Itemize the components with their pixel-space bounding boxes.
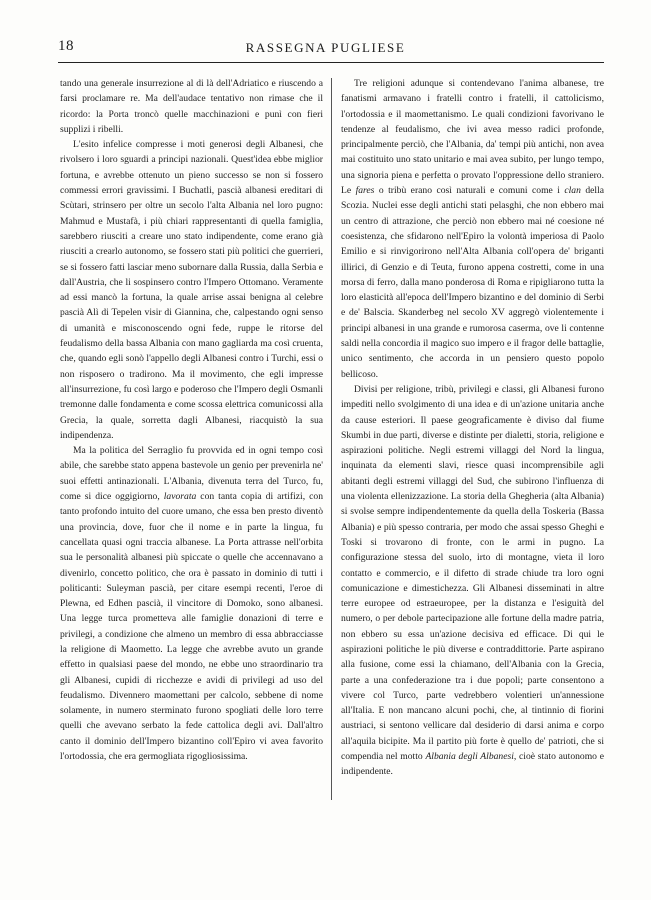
text-run: della Scozia. Nuclei esse degli antichi stati pelasghi, che non ebbero mai un centro di attrazione, che perciò non ebbero mai né coesione né coesistenza, che sfidarono nell'Epiro la volontà imperiosa di Paolo Emilio e si rinvigorirono nell'Alta Albania coll'opera de' briganti illirici, di Genzio e di Teuta, furono appena costretti, come in una morsa di ferro, dalla mano ponderosa di Roma e ripigliarono tutta la loro elasticità all'epoca dell'Impero bizantino e del dominio di Serbi e de' Balscia. Skanderbeg nel secolo XV aggregò violentemente i principi albanesi in una grande e rumorosa caserma, ove li contenne saldi nella concordia il magico suo impero e il fragor delle battaglie, unico sentimento, che accorda in un pensiero questo popolo bellicoso. [341,185,604,380]
page-number: 18 [58,38,74,54]
italic-term: lavorata [163,491,197,503]
paragraph: tando una generale insurrezione al di là dell'Adriatico e riuscendo a farsi proclamare re. Ma dell'audace tentativo non rimase che il ricordo: la Porta troncò quelle macchinazioni e punì con fieri supplizi i ribelli. [60,78,323,135]
italic-term: fares [355,185,375,197]
running-title: RASSEGNA PUGLIESE [245,40,406,55]
text-run: , cioè stato autonomo e indipendente. [341,751,604,778]
paragraph [341,382,604,780]
italic-motto: Albania degli Albanesi [425,751,514,763]
text-run: o tribù erano così naturali e comuni come i [374,185,565,197]
text-run: Tre religioni adunque si contendevano l'anima albanese, tre fanatismi armavano i fratelli contro i fratelli, il cattolicismo, l'ortodossia e il maomettanismo. Le quali condizioni favorivano le tendenze al feudalismo, che ivi avea messo radici profonde, principalmente perciò, che l'Albania, da' tempi più antichi, non avea mai costituito uno stato unitario e mai avea subito, per lungo tempo, una signoria piena e perfetta o provato l'oppressione dello straniero. Le [341,78,604,197]
left-column [60,76,323,764]
header-rule [58,62,604,63]
column-divider [331,78,332,800]
right-column [341,76,604,780]
italic-term: clan [564,185,581,197]
text-run: con tanta copia di artifizi, con tanto profondo intuito del cuore umano, che essa ben presto diventò una provincia, dove, fuor che il nome e in parte la lingua, fu cancellata quasi ogni traccia albanese. La Porta attrasse nell'orbita sua le personalità albanesi più spiccate o quelle che accennavano a divenirlo, concetto politico, che ora è passato in dominio di tutti i politicanti: Suleyman pascià, per citare esempi recenti, l'eroe di Plewna, ed Edhen pascià, il vincitore di Domoko, sono albanesi. Una legge turca prometteva alle famiglie donazioni di terre e privilegi, a condizione che almeno un membro di essa abbracciasse la religione di Maometto. La legge che avrebbe avuto un grande effetto in qualsiasi paese del mondo, ne ebbe uno straordinario tra gli Albanesi, cupidi di ricchezze e avidi di privilegi ad uso del feudalismo. Divennero maomettani per calcolo, sebbene di nome solamente, in numero sterminato furono spogliati delle loro terre quelli che avevano serbato la fede cattolica degli avi. Dall'altro canto il dominio dell'Impero bizantino coll'Epiro vi avea favorito l'ortodossia, che era germogliata rigogliosissima. [60,491,323,763]
paragraph: L'esito infelice compresse i moti generosi degli Albanesi, che rivolsero i loro sguardi a principi nazionali. Quest'idea ebbe miglior fortuna, e avrebbe ottenuto un pieno successo se non si fossero commessi errori gravissimi. I Buchatli, pascià albanesi ereditari di Scùtari, strinsero per oltre un secolo l'alta Albania nel loro pugno: Mahmud e Mustafà, i più chiari rappresentanti di quella famiglia, sarebbero riusciti a creare uno stato indipendente, come erano già riusciti a crearlo autonomo, se fossero stati più politici che guerrieri, se si fossero fatti lasciar meno subornare dalla Russia, dalla Serbia e dall'Austria, che li sospinsero contro l'Impero Ottomano. Veramente ad essi mancò la fortuna, la quale arrise assai benigna al celebre pascià Alì di Tepelen visir di Giannina, che, calpestando ogni senso di umanità e misconoscendo ogni fede, ruppe le ritorse del feudalismo della bassa Albania con mano gagliarda ma così cruenta, che, quando egli sonò l'appello degli Albanesi contro i Turchi, essi o non risposero o tradirono. Ma il movimento, che egli impresse all'insurrezione, fu così largo e poderoso che l'Impero degli Osmanli tremonne dalle fondamenta e come scossa elettrica comunicossi alla Grecia, la quale, sorretta dagli Albanesi, riacquistò la sua indipendenza. [60,139,323,441]
paragraph [60,443,323,764]
text-run: Ma la politica del Serraglio fu provvida ed in ogni tempo così abile, che sarebbe stato appena bastevole un genio per prevenirla ne' suoi effetti antinazionali. L'Albania, divenuta terra del Turco, fu, come si dice oggigiorno, [60,445,323,503]
paragraph [341,76,604,382]
text-run: Divisi per religione, tribù, privilegi e classi, gli Albanesi furono impediti nello svolgimento di una idea e di un'azione unitaria anche da cause esteriori. Il paese geograficamente è diviso dal fiume Skumbi in due parti, diverse e distinte per dialetti, storia, religione e aspirazioni politiche. Negli estremi villaggi del Nord la lingua, inquinata da elementi slavi, riesce quasi incomprensibile agli abitanti degli estremi villaggi del Sud, che subirono l'influenza di una violenta ellenizzazione. La storia della Ghegheria (alta Albania) si svolse sempre indipendentemente da quella della Toskeria (Bassa Albania) e più spesso contraria, per modo che assai spesso Gheghi e Toski si trovarono di fronte, con le armi in pugno. La configurazione stessa del suolo, irto di montagne, vieta il loro contatto e commercio, e il difetto di strade chiude tra loro ogni comunicazione e dimestichezza. Gli Albanesi disseminati in altre terre europee od estraeuropee, per la distanza e l'esiguità del numero, o per debole partecipazione alle fortune della madre patria, non ebbero su essa un'azione decisiva ed efficace. Di qui le aspirazioni politiche le più diverse e contraddittorie. Parte aspirano alla fusione, come essi la chiamano, dell'Albania con la Grecia, parte a una confederazione tra i due popoli; parte consentono a vivere col Turco, parte vedrebbero volentieri un'annessione all'Italia. E non mancano alcuni pochi, che, al tintinnio di fiorini austriaci, si sentono vellicare dal desiderio di darsi anima e corpo all'aquila bicipite. Ma il partito più forte è quello de' patrioti, che si compendia nel motto [341,383,604,763]
